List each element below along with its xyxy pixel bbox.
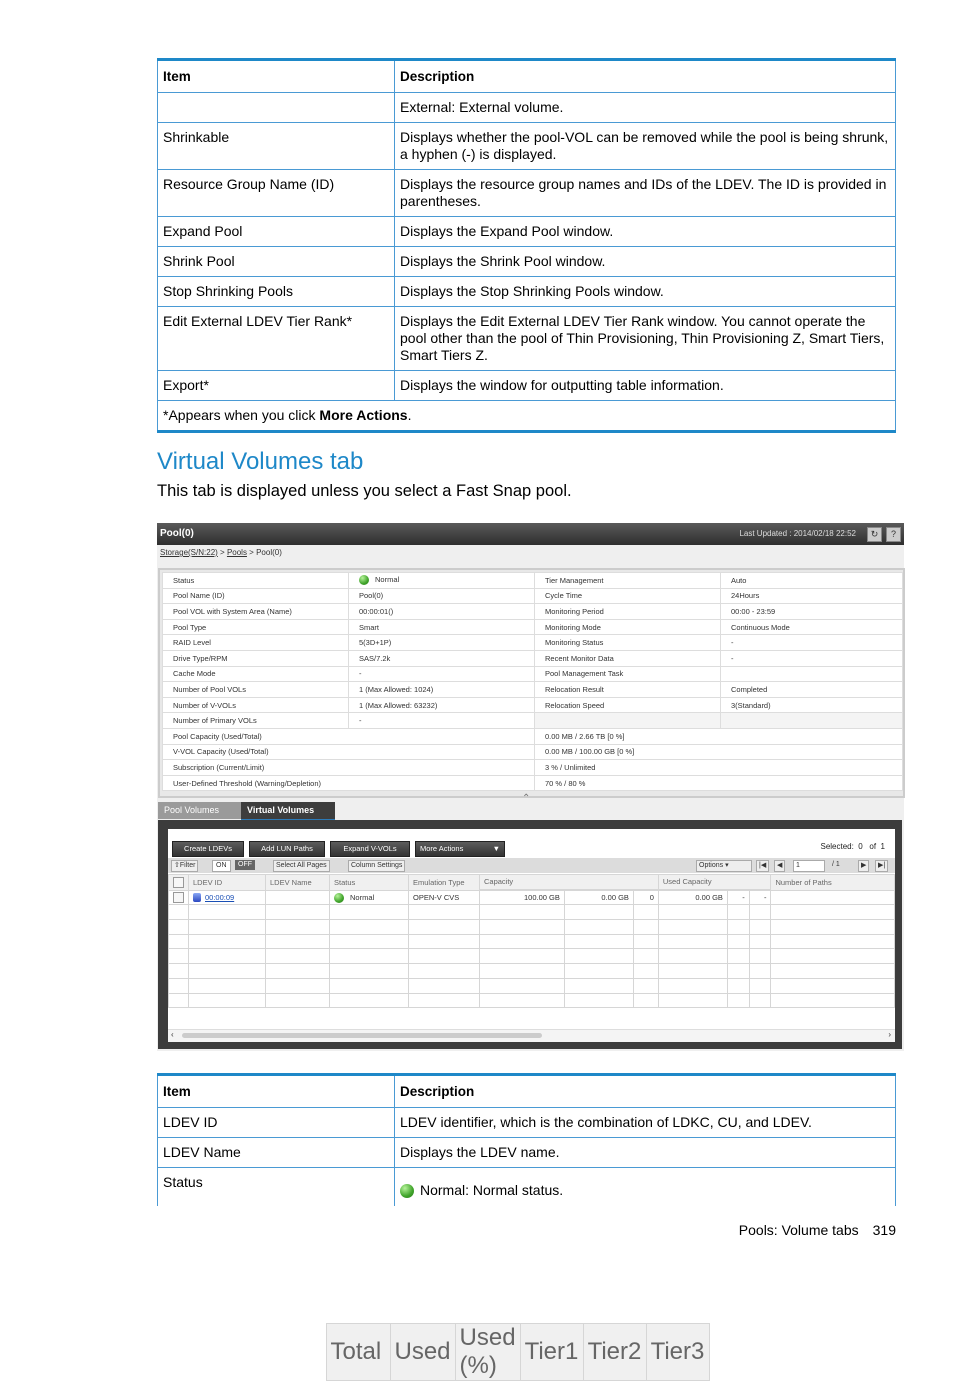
col-used[interactable]: Used [390,1323,455,1380]
footer-section: Pools: Volume tabs [738,1222,859,1238]
last-updated: Last Updated : 2014/02/18 22:52 [739,529,856,538]
last-page-icon[interactable]: ▶| [875,860,888,872]
table-cell: Displays the resource group names and IDs of the LDEV. The ID is provided in parentheses. [395,170,896,217]
table-cell: External: External volume. [395,93,896,123]
create-ldevs-button[interactable]: Create LDEVs [172,841,244,857]
options-button[interactable]: Options ▾ [696,860,752,872]
table-row [169,978,895,993]
select-all-checkbox[interactable] [173,877,184,888]
first-page-icon[interactable]: |◀ [756,860,769,872]
selected-count: Selected: 0 of 1 [820,842,885,851]
dropdown-arrow-icon: ▼ [492,844,500,853]
table-row [169,949,895,964]
col-tier1[interactable]: Tier1 [520,1323,583,1380]
table-row [169,934,895,949]
section-intro: This tab is displayed unless you select a Fast Snap pool. [157,482,572,500]
table-cell: Edit External LDEV Tier Rank* [158,307,395,371]
table-cell: LDEV identifier, which is the combination of LDKC, CU, and LDEV. [395,1108,896,1138]
table-cell: Status [158,1168,395,1207]
add-lun-paths-button[interactable]: Add LUN Paths [249,841,325,857]
item-description-table-1 [157,58,896,433]
page-number: 319 [872,1222,896,1238]
tab-pool-volumes[interactable]: Pool Volumes [158,802,242,819]
volume-icon [193,893,201,902]
table-row [169,964,895,979]
breadcrumb-current: Pool(0) [256,548,282,557]
col-number-of-paths[interactable]: Number of Paths [771,875,895,891]
scroll-thumb[interactable] [182,1033,542,1038]
table-row [169,993,895,1008]
col-capacity: Capacity [480,875,659,890]
expand-vvols-button[interactable]: Expand V-VOLs [330,841,410,857]
refresh-icon[interactable]: ↻ [867,527,882,542]
status-normal-icon [400,1184,414,1198]
header-description: Description [395,60,896,93]
table-cell: Stop Shrinking Pools [158,277,395,307]
page-footer [725,1222,896,1238]
table-footnote: *Appears when you click More Actions. [158,401,896,432]
column-settings-button[interactable]: Column Settings [348,860,405,872]
header-item: Item [158,1075,395,1108]
filter-icon: ⇧ [174,862,180,869]
more-actions-button[interactable]: More Actions ▼ [415,841,505,857]
breadcrumb: Storage(S/N:22) > Pools > Pool(0) [160,548,282,557]
section-heading: Virtual Volumes tab [157,448,364,475]
table-cell: Displays the Stop Shrinking Pools window. [395,277,896,307]
table-cell: Expand Pool [158,217,395,247]
col-used-pct[interactable]: Used (%) [455,1323,520,1380]
tab-virtual-volumes[interactable]: Virtual Volumes [241,802,335,821]
table-row [169,920,895,935]
table-cell: Displays the LDEV name. [395,1138,896,1168]
filter-toolbar [168,858,895,873]
header-description: Description [395,1075,896,1108]
prev-page-icon[interactable]: ◀ [774,860,785,872]
help-icon[interactable]: ? [886,527,901,542]
col-ldev-name[interactable]: LDEV Name [266,875,330,891]
item-description-table-2 [157,1073,896,1206]
horizontal-scrollbar[interactable] [168,1029,895,1042]
collapse-caret-icon[interactable]: ⌃ [522,793,531,804]
table-cell [158,93,395,123]
table-cell: Displays the window for outputting table information. [395,371,896,401]
page-input[interactable]: 1 [793,860,825,872]
filter-on-toggle[interactable]: ON [212,860,231,872]
table-cell: Resource Group Name (ID) [158,170,395,217]
pool-summary [158,568,905,798]
next-page-icon[interactable]: ▶ [858,860,869,872]
header-item: Item [158,60,395,93]
col-status[interactable]: Status [330,875,409,891]
col-emulation-type[interactable]: Emulation Type [409,875,480,891]
col-tier2[interactable]: Tier2 [583,1323,646,1380]
table-cell: Displays the Shrink Pool window. [395,247,896,277]
table-cell: Shrink Pool [158,247,395,277]
table-cell: Displays the Edit External LDEV Tier Rank window. You cannot operate the pool other than the pool of Thin Provisioning, Thin Provisioning Z, Smart Tiers, Smart Tiers Z. [395,307,896,371]
filter-button[interactable]: ⇧Filter [171,860,198,872]
row-checkbox[interactable] [173,892,184,903]
scroll-right-icon[interactable]: › [888,1030,891,1039]
table-cell: LDEV ID [158,1108,395,1138]
window-titlebar [157,523,904,545]
table-cell: LDEV Name [158,1138,395,1168]
col-total[interactable]: Total [326,1323,390,1380]
table-cell: Displays the Expand Pool window. [395,217,896,247]
table-row [169,905,895,920]
breadcrumb-pools[interactable]: Pools [226,548,247,557]
ldev-id-link[interactable]: 00:00:09 [205,892,235,902]
breadcrumb-storage[interactable]: Storage(S/N:22) [160,548,218,557]
col-tier3[interactable]: Tier3 [646,1323,709,1380]
table-cell: Normal: Normal status. [395,1168,896,1207]
col-used-capacity: Used Capacity [658,875,771,890]
status-normal-icon [359,575,369,585]
scroll-left-icon[interactable]: ‹ [171,1030,174,1039]
window-title: Pool(0) [160,528,194,539]
status-normal-icon [334,893,344,903]
table-cell: Displays whether the pool-VOL can be removed while the pool is being shrunk, a hyphen (-) is displayed. [395,123,896,170]
table-row[interactable]: 00:00:09 Normal OPEN-V CVS 100.00 GB 0.00 GB 0 0.00 GB - - [169,890,895,905]
table-cell: Shrinkable [158,123,395,170]
filter-off-toggle[interactable]: OFF [235,860,255,870]
table-cell: Export* [158,371,395,401]
page-total: / 1 [832,861,840,868]
col-ldev-id[interactable]: LDEV ID [189,875,266,891]
summary-table: Status Normal Tier Management Auto Pool Name (ID) Pool(0) Cycle Time 24Hours Pool VOL with System Area (Name) 00:00:01() Monitoring Period 00:00 - 23:59 Pool Type Smart Monitoring Mode Continuous Mode RAID Level 5(3D+1P) Monitoring Status - Drive Type/RPM SAS/7.2k Recent Monitor Data - Cache Mode - Pool Management Task Number of Pool VOLs 1 (Max Allowed: 1024) Relocation Result Completed Number of V-VOLs 1 (Max Allowed: 63232) Relocation Speed 3(Standard) Number of Primary VOLs - Pool Capacity (Used/Total) 0.00 MB / 2.66 TB [0 %] V-VOL Capacity (Used/Total) 0.00 MB / 100.00 GB [0 %] Subscription (Current/Limit) 3 % / Unlimited User-Defined Threshold (Warning/Depletion) 70 % / 80 % [162,572,903,791]
select-all-pages-button[interactable]: Select All Pages [273,860,330,872]
